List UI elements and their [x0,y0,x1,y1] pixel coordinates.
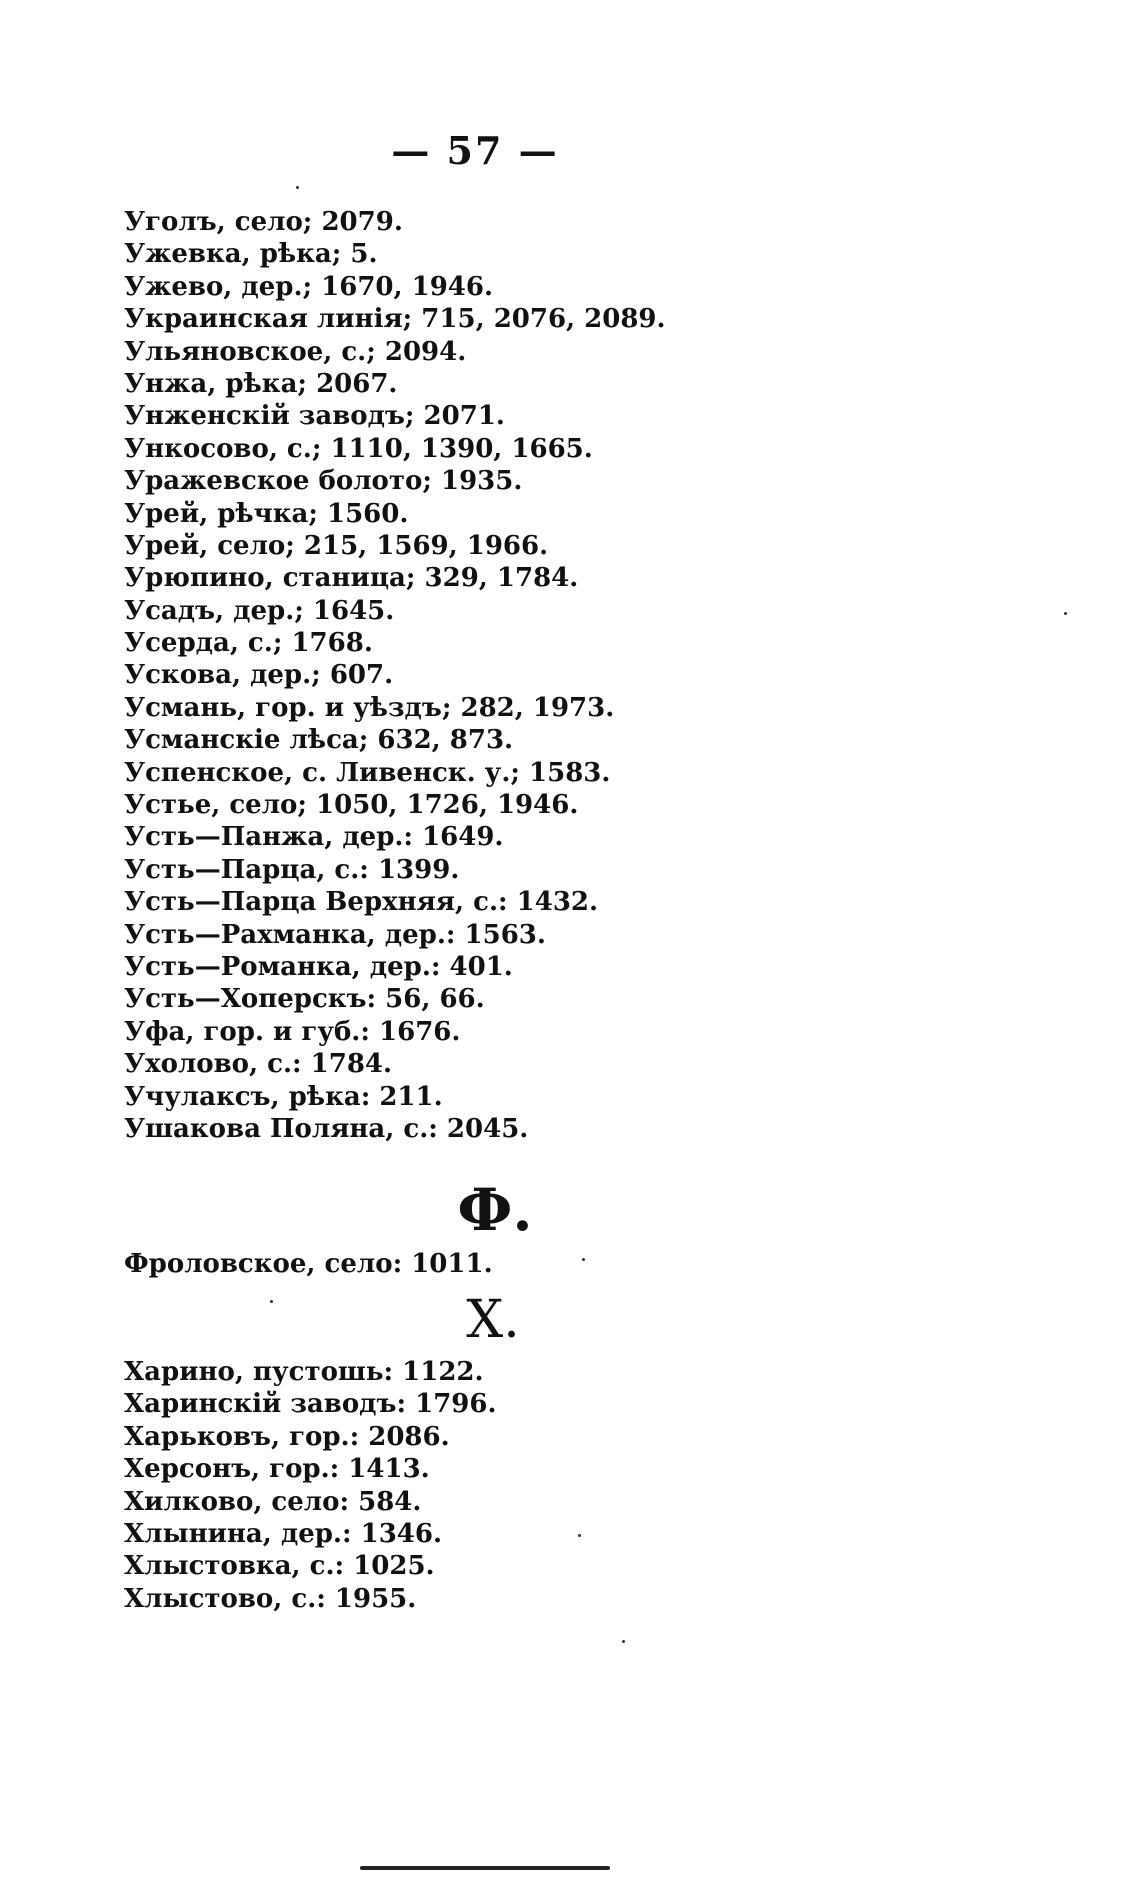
scan-speck [296,186,299,189]
list-item: Ухолово, с.: 1784. [124,1049,393,1080]
list-item: Усть—Парца, с.: 1399. [124,854,460,885]
list-item: Хилково, село: 584. [124,1486,422,1517]
section-heading-f: Ф. [457,1176,533,1244]
list-item: Унженскій заводъ; 2071. [124,401,505,432]
scan-speck [1064,612,1067,615]
list-item: Уфа, гор. и губ.: 1676. [124,1016,461,1047]
list-item: Ужевка, рѣка; 5. [124,239,378,270]
list-item: Хлынина, дер.: 1346. [124,1518,443,1549]
list-item: Ульяновское, с.; 2094. [124,336,467,367]
list-item: Харинскій заводъ: 1796. [124,1389,497,1420]
list-item: Унжа, рѣка; 2067. [124,368,398,399]
list-item: Урей, село; 215, 1569, 1966. [124,530,549,561]
list-item: Хлыстово, с.: 1955. [124,1583,417,1614]
list-item: Усть—Рахманка, дер.: 1563. [124,919,546,950]
list-item: Ункосово, с.; 1110, 1390, 1665. [124,433,593,464]
list-item: Усманскіе лѣса; 632, 873. [124,725,514,756]
list-item: Урей, рѣчка; 1560. [124,498,409,529]
list-item: Усть—Хоперскъ: 56, 66. [124,984,485,1015]
list-item: Устье, село; 1050, 1726, 1946. [124,790,579,821]
list-item: Успенское, с. Ливенск. у.; 1583. [124,757,611,788]
list-item: Учулаксъ, рѣка: 211. [124,1081,443,1112]
list-item: Харьковъ, гор.: 2086. [124,1421,450,1452]
list-item: Фроловское, село: 1011. [124,1249,493,1279]
list-item: Уражевское болото; 1935. [124,466,523,497]
section-heading-h: Х. [466,1290,520,1350]
list-item: Усмань, гор. и уѣздъ; 282, 1973. [124,692,615,723]
list-item: Украинская линія; 715, 2076, 2089. [124,304,666,335]
list-item: Усадъ, дер.; 1645. [124,595,395,626]
scan-speck [582,1258,585,1261]
footer-rule [360,1866,610,1870]
list-item: Усерда, с.; 1768. [124,628,373,659]
list-item: Харино, пустошь: 1122. [124,1357,484,1387]
list-item: Ужево, дер.; 1670, 1946. [124,271,494,302]
section-u-list [124,206,666,1145]
scan-speck [578,1534,581,1537]
list-item: Усть—Парца Верхняя, с.: 1432. [124,887,599,918]
list-item: Урюпино, станица; 329, 1784. [124,563,579,594]
list-item: Усть—Романка, дер.: 401. [124,951,513,982]
page-number: — 57 — [391,128,559,173]
list-item: Усть—Панжа, дер.: 1649. [124,822,504,853]
list-item: Ушакова Поляна, с.: 2045. [124,1113,529,1144]
list-item: Ускова, дер.; 607. [124,660,394,691]
list-item: Херсонъ, гор.: 1413. [124,1454,430,1485]
scan-speck [270,1300,273,1303]
scan-speck [622,1640,625,1643]
list-item: Хлыстовка, с.: 1025. [124,1551,435,1582]
section-f-list [124,1248,493,1280]
list-item: Уголъ, село; 2079. [124,207,403,237]
section-h-list [124,1356,497,1615]
